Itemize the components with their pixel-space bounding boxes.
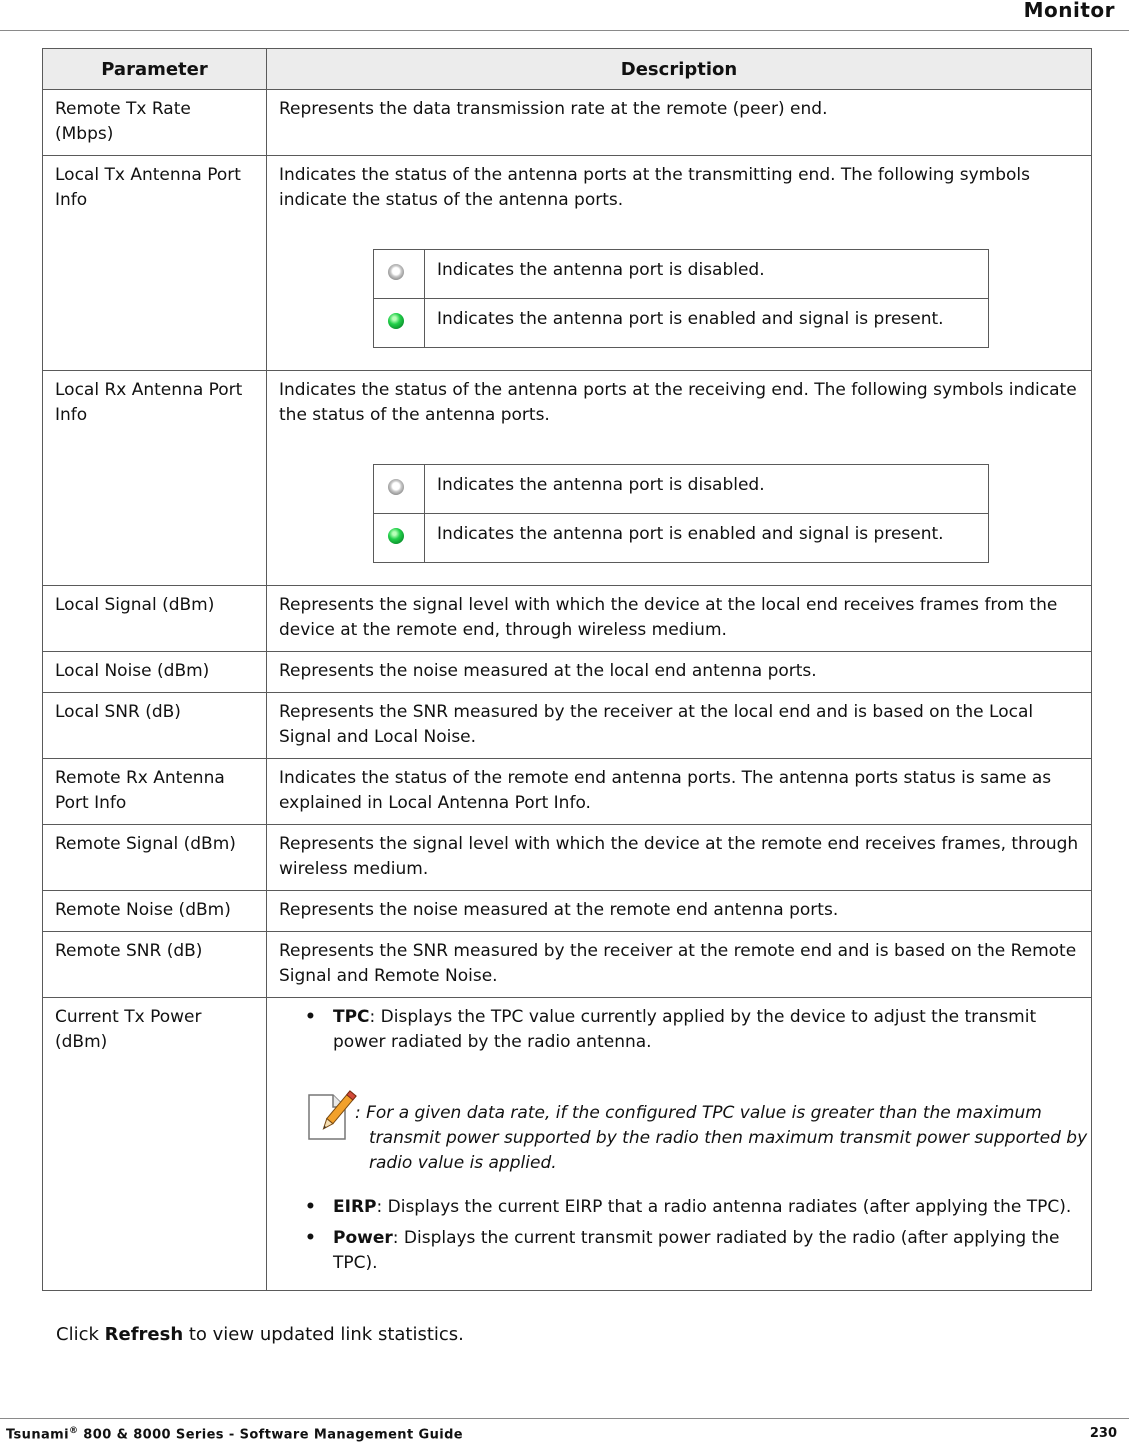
param-cell: Local SNR (dB) bbox=[43, 693, 267, 759]
footer-brand: Tsunami bbox=[6, 1427, 69, 1443]
parameter-table bbox=[42, 48, 1092, 1291]
table-row bbox=[43, 586, 1092, 652]
footer-guide-name: 800 & 8000 Series - Software Management Guide bbox=[78, 1427, 464, 1443]
antenna-enabled-icon bbox=[388, 528, 404, 544]
antenna-legend-table bbox=[373, 249, 989, 348]
param-cell: Remote Rx Antenna Port Info bbox=[43, 759, 267, 825]
desc-cell: Represents the SNR measured by the receiver at the local end and is based on the Local Signal and Local Noise. bbox=[267, 693, 1092, 759]
desc-cell: Represents the data transmission rate at the remote (peer) end. bbox=[267, 90, 1092, 156]
bullet-text: : Displays the current EIRP that a radio antenna radiates (after applying the TPC). bbox=[376, 1197, 1072, 1217]
list-item bbox=[279, 1195, 1079, 1220]
page-header-title: Monitor bbox=[1023, 0, 1115, 22]
footer-guide-title bbox=[6, 1426, 463, 1442]
footer-divider bbox=[0, 1418, 1129, 1419]
footer-reg-mark: ® bbox=[68, 1426, 79, 1436]
legend-text: Indicates the antenna port is enabled and signal is present. bbox=[425, 299, 989, 348]
desc-cell: Represents the noise measured at the remote end antenna ports. bbox=[267, 891, 1092, 932]
param-cell: Remote Signal (dBm) bbox=[43, 825, 267, 891]
antenna-disabled-icon bbox=[388, 264, 404, 280]
desc-text: Indicates the status of the antenna ports at the transmitting end. The following symbols indicate the status of the antenna ports. bbox=[279, 165, 1031, 210]
table-row bbox=[43, 825, 1092, 891]
desc-cell bbox=[267, 156, 1092, 371]
table-row bbox=[43, 90, 1092, 156]
table-row bbox=[43, 891, 1092, 932]
desc-text: Indicates the status of the antenna ports at the receiving end. The following symbols indicate the status of the antenna ports. bbox=[279, 380, 1077, 425]
note-pencil-icon bbox=[305, 1085, 357, 1141]
table-row bbox=[43, 932, 1092, 998]
legend-text: Indicates the antenna port is enabled and signal is present. bbox=[425, 514, 989, 563]
desc-cell: Represents the signal level with which the device at the remote end receives frames, through wireless medium. bbox=[267, 825, 1092, 891]
desc-cell: Represents the noise measured at the local end antenna ports. bbox=[267, 652, 1092, 693]
refresh-keyword: Refresh bbox=[104, 1324, 184, 1345]
desc-cell: Indicates the status of the remote end antenna ports. The antenna ports status is same as explained in Local Antenna Port Info. bbox=[267, 759, 1092, 825]
bullet-text: : Displays the current transmit power radiated by the radio (after applying the TPC). bbox=[333, 1228, 1060, 1273]
legend-text: Indicates the antenna port is disabled. bbox=[425, 250, 989, 299]
table-row bbox=[43, 652, 1092, 693]
legend-row bbox=[374, 250, 989, 299]
legend-row bbox=[374, 299, 989, 348]
param-cell: Local Noise (dBm) bbox=[43, 652, 267, 693]
param-cell: Local Rx Antenna Port Info bbox=[43, 371, 267, 586]
antenna-legend-table bbox=[373, 464, 989, 563]
tx-power-bullet-list bbox=[279, 1195, 1079, 1276]
antenna-enabled-icon bbox=[388, 313, 404, 329]
antenna-disabled-icon bbox=[388, 479, 404, 495]
table-header-row bbox=[43, 49, 1092, 90]
param-cell: Remote Tx Rate (Mbps) bbox=[43, 90, 267, 156]
legend-text: Indicates the antenna port is disabled. bbox=[425, 465, 989, 514]
table-row bbox=[43, 156, 1092, 371]
param-cell: Local Tx Antenna Port Info bbox=[43, 156, 267, 371]
bullet-text: : Displays the TPC value currently applied by the device to adjust the transmit power radiated by the radio antenna. bbox=[333, 1007, 1037, 1052]
list-item bbox=[279, 1005, 1079, 1055]
table-row bbox=[43, 998, 1092, 1291]
page-number: 230 bbox=[1089, 1426, 1117, 1441]
table-row bbox=[43, 371, 1092, 586]
desc-cell: Represents the signal level with which the device at the local end receives frames from the device at the remote end, through wireless medium. bbox=[267, 586, 1092, 652]
bullet-term: EIRP bbox=[333, 1197, 377, 1217]
legend-row bbox=[374, 514, 989, 563]
tx-power-bullet-list bbox=[279, 1005, 1079, 1055]
column-header-parameter: Parameter bbox=[43, 49, 267, 90]
desc-cell: Represents the SNR measured by the receiver at the remote end and is based on the Remote Signal and Remote Noise. bbox=[267, 932, 1092, 998]
column-header-description: Description bbox=[267, 49, 1092, 90]
bullet-term: Power bbox=[333, 1228, 393, 1248]
param-cell: Remote SNR (dB) bbox=[43, 932, 267, 998]
note-text: : For a given data rate, if the configured TPC value is greater than the maximum transmit power supported by the radio then maximum transmit power supported by radio value is applied. bbox=[355, 1103, 1088, 1173]
table-row bbox=[43, 693, 1092, 759]
param-cell: Remote Noise (dBm) bbox=[43, 891, 267, 932]
list-item bbox=[279, 1226, 1079, 1276]
bullet-term: TPC bbox=[333, 1007, 370, 1027]
refresh-instruction bbox=[56, 1324, 464, 1345]
desc-cell bbox=[267, 371, 1092, 586]
instruction-suffix: to view updated link statistics. bbox=[183, 1324, 464, 1345]
legend-row bbox=[374, 465, 989, 514]
param-cell: Local Signal (dBm) bbox=[43, 586, 267, 652]
header-divider bbox=[0, 30, 1129, 31]
param-cell: Current Tx Power (dBm) bbox=[43, 998, 267, 1291]
table-row bbox=[43, 759, 1092, 825]
desc-cell bbox=[267, 998, 1092, 1291]
note-block bbox=[305, 1085, 1088, 1175]
instruction-prefix: Click bbox=[56, 1324, 105, 1345]
